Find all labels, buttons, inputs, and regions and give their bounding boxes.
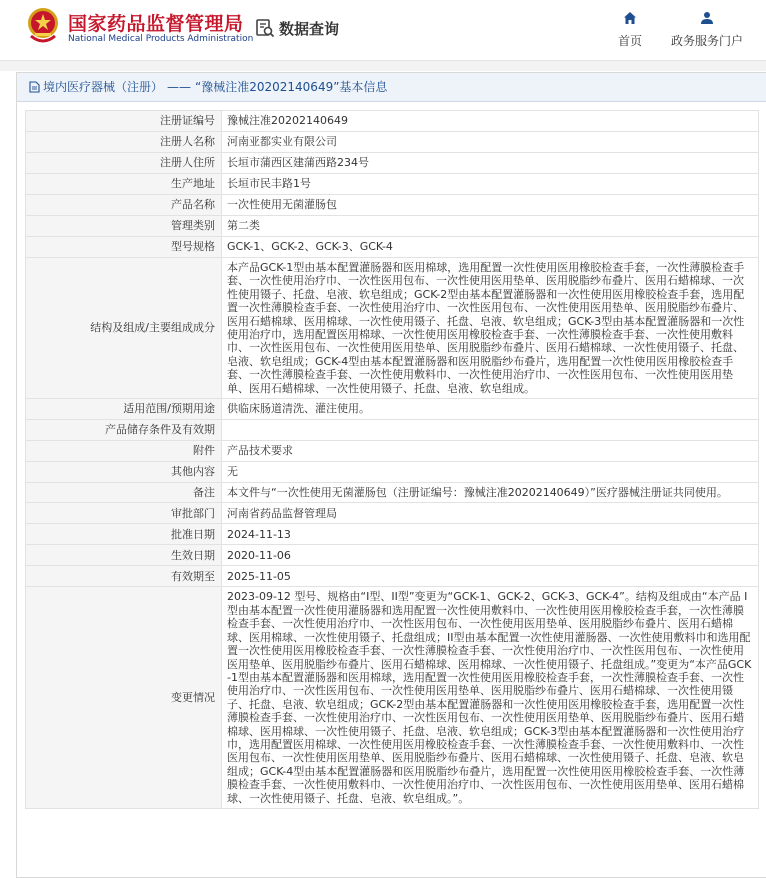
- table-row: [26, 399, 759, 420]
- site-header: [0, 0, 766, 61]
- registration-info-table: [25, 110, 759, 809]
- field-label: 注册人住所: [26, 153, 222, 174]
- field-label: 型号规格: [26, 237, 222, 258]
- nav-home-label: 首页: [617, 34, 642, 48]
- data-query-link[interactable]: [255, 17, 339, 39]
- field-value: 长垣市民丰路1号: [222, 174, 759, 195]
- table-row: [26, 153, 759, 174]
- table-row: [26, 441, 759, 462]
- nav-service-portal-label: 政务服务门户: [670, 34, 743, 48]
- table-row: [26, 462, 759, 483]
- detail-panel: [16, 72, 766, 878]
- national-emblem-icon: [26, 6, 60, 46]
- nav-service-portal[interactable]: [667, 10, 747, 49]
- table-row: [26, 566, 759, 587]
- field-value: 本产品GCK-1型由基本配置灌肠器和医用棉球，选用配置一次性使用医用橡胶检查手套，一次性薄膜检查手套、一次性使用治疗巾、一次性医用包布、一次性使用医用垫单、医用脱脂纱布叠片、医用石蜡棉球、一次性使用镊子、托盘、皂液、软皂组成；GCK-2型由基本配置灌肠器和一次性使用医用橡胶检查手套，选用配置一次性薄膜检查手套、一次性使用治疗巾、一次性医用包布、一次性使用医用垫单、医用脱脂纱布叠片、医用石蜡棉球、医用棉球、一次性使用镊子、托盘、皂液、软皂组成；GCK-3型由基本配置灌肠器和一次性使用治疗巾，选用配置医用棉球、一次性使用医用橡胶检查手套、一次性薄膜检查手套、一次性使用敷料巾、一次性医用包布、一次性使用医用垫单、医用脱脂纱布叠片、医用石蜡棉球、一次性使用镊子、托盘、皂液、软皂组成；GCK-4型由基本配置灌肠器和医用脱脂纱布叠片，选用配置一次性使用医用橡胶检查手套、一次性薄膜检查手套、一次性使用敷料巾、一次性使用治疗巾、一次性医用包布、一次性使用医用垫单、医用石蜡棉球、一次性使用镊子、托盘、皂液、软皂组成。: [222, 258, 759, 399]
- field-label: 适用范围/预期用途: [26, 399, 222, 420]
- field-label: 生效日期: [26, 545, 222, 566]
- table-row: [26, 258, 759, 399]
- search-document-icon: [255, 18, 275, 38]
- user-icon: [700, 10, 714, 26]
- field-value: 2023-09-12 型号、规格由“I型、II型”变更为“GCK-1、GCK-2、GCK-3、GCK-4”。结构及组成由“本产品 I 型由基本配置一次性使用灌肠器和选用配置一次性使用敷料巾、一次性使用医用橡胶检查手套，一次性薄膜检查手套、一次性使用治疗巾、一次性医用包布、一次性使用医用垫单、医用脱脂纱布叠片、医用石蜡棉球、医用棉球、一次性使用镊子、托盘组成；II型由基本配置一次性使用灌肠器、一次性使用敷料巾和选用配置一次性使用医用橡胶检查手套、一次性薄膜检查手套、一次性使用治疗巾、一次性医用包布、一次性使用医用垫单、医用脱脂纱布叠片、医用石蜡棉球、医用棉球、一次性使用镊子、托盘组成。”变更为“本产品GCK-1型由基本配置灌肠器和医用棉球，选用配置一次性使用医用橡胶检查手套，一次性薄膜检查手套、一次性使用治疗巾、一次性医用包布、一次性使用医用垫单、医用脱脂纱布叠片、医用石蜡棉球、一次性使用镊子、托盘、皂液、软皂组成；GCK-2型由基本配置灌肠器和一次性使用医用橡胶检查手套，选用配置一次性薄膜检查手套、一次性使用治疗巾、一次性医用包布、一次性使用医用垫单、医用脱脂纱布叠片、医用石蜡棉球、医用棉球、一次性使用镊子、托盘、皂液、软皂组成；GCK-3型由基本配置灌肠器和一次性使用治疗巾，选用配置医用棉球、一次性使用医用橡胶检查手套、一次性薄膜检查手套、一次性使用敷料巾、一次性医用包布、一次性使用医用垫单、医用脱脂纱布叠片、医用石蜡棉球、一次性使用镊子、托盘、皂液、软皂组成；GCK-4型由基本配置灌肠器和医用脱脂纱布叠片，选用配置一次性使用医用橡胶检查手套、一次性薄膜检查手套、一次性使用敷料巾、一次性使用治疗巾、一次性医用包布、一次性使用医用垫单、医用石蜡棉球、一次性使用镊子、托盘、皂液、软皂组成。”。: [222, 587, 759, 809]
- field-value: 产品技术要求: [222, 441, 759, 462]
- breadcrumb-category[interactable]: 境内医疗器械（注册）: [43, 80, 164, 94]
- header-divider: [0, 61, 766, 71]
- field-value: 2025-11-05: [222, 566, 759, 587]
- breadcrumb-separator: ——: [167, 80, 192, 94]
- table-row: [26, 111, 759, 132]
- org-name-cn: 国家药品监督管理局: [68, 13, 244, 35]
- table-row: [26, 237, 759, 258]
- field-label: 附件: [26, 441, 222, 462]
- table-row: [26, 174, 759, 195]
- field-label: 结构及组成/主要组成成分: [26, 258, 222, 399]
- field-value: 河南省药品监督管理局: [222, 503, 759, 524]
- field-value: 豫械注准20202140649: [222, 111, 759, 132]
- field-label: 注册人名称: [26, 132, 222, 153]
- table-row: [26, 545, 759, 566]
- field-label: 备注: [26, 483, 222, 503]
- field-label: 批准日期: [26, 524, 222, 545]
- field-label: 管理类别: [26, 216, 222, 237]
- field-label: 生产地址: [26, 174, 222, 195]
- data-query-label: 数据查询: [279, 19, 340, 38]
- field-value: 2020-11-06: [222, 545, 759, 566]
- field-value: 第二类: [222, 216, 759, 237]
- table-row: [26, 216, 759, 237]
- field-label: 有效期至: [26, 566, 222, 587]
- home-icon: [623, 10, 637, 26]
- document-icon: [29, 81, 40, 93]
- field-label: 审批部门: [26, 503, 222, 524]
- field-value: 供临床肠道清洗、灌注使用。: [222, 399, 759, 420]
- field-label: 变更情况: [26, 587, 222, 809]
- nav-home[interactable]: [592, 10, 668, 49]
- field-label: 注册证编号: [26, 111, 222, 132]
- table-row: [26, 524, 759, 545]
- field-value: [222, 420, 759, 441]
- field-label: 产品储存条件及有效期: [26, 420, 222, 441]
- field-value: 河南亚都实业有限公司: [222, 132, 759, 153]
- org-name-en: National Medical Products Administration: [68, 34, 254, 44]
- table-row: [26, 503, 759, 524]
- breadcrumb: [17, 73, 766, 102]
- field-label: 其他内容: [26, 462, 222, 483]
- table-row: [26, 195, 759, 216]
- breadcrumb-record: “豫械注准20202140649”基本信息: [195, 80, 388, 94]
- field-value: 长垣市蒲西区建蒲西路234号: [222, 153, 759, 174]
- table-row: [26, 587, 759, 809]
- field-value: 本文件与“一次性使用无菌灌肠包（注册证编号：豫械注准20202140649）”医疗器械注册证共同使用。: [222, 483, 759, 503]
- field-value: GCK-1、GCK-2、GCK-3、GCK-4: [222, 237, 759, 258]
- field-value: 一次性使用无菌灌肠包: [222, 195, 759, 216]
- field-value: 无: [222, 462, 759, 483]
- table-row: [26, 420, 759, 441]
- field-label: 产品名称: [26, 195, 222, 216]
- table-row: [26, 132, 759, 153]
- table-row: [26, 483, 759, 503]
- field-value: 2024-11-13: [222, 524, 759, 545]
